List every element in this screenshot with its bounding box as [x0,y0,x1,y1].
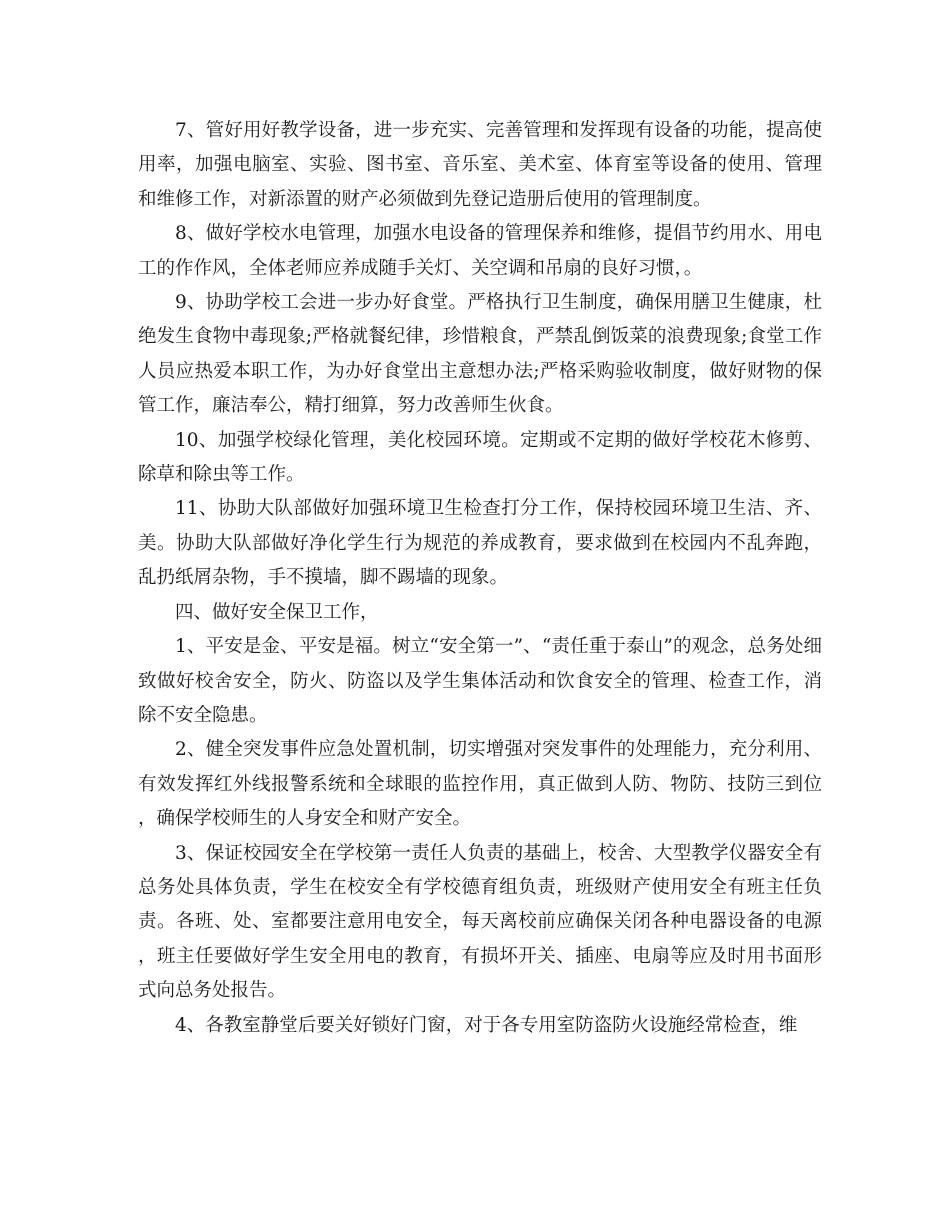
paragraph-10-greening: 10、加强学校绿化管理，美化校园环境。定期或不定期的做好学校花木修剪、除草和除虫等工作。 [138,429,822,486]
paragraph-11-hygiene: 11、协助大队部做好加强环境卫生检查打分工作，保持校园环境卫生洁、齐、美。协助大队部做好净化学生行为规范的养成教育，要求做到在校园内不乱奔跑，乱扔纸屑杂物，手不摸墙，脚不踢墙的现象。 [138,498,822,589]
paragraph-8-water-electricity: 8、做好学校水电管理，加强水电设备的管理保养和维修，提倡节约用水、用电工的作作风，全体老师应养成随手关灯、关空调和吊扇的良好习惯，。 [138,223,822,279]
paragraph-1-safety-first: 1、平安是金、平安是福。树立“安全第一”、“责任重于泰山”的观念，总务处细致做好校舍安全，防火、防盗以及学生集体活动和饮食安全的管理、检查工作，消除不安全隐患。 [138,636,822,726]
paragraph-4-classroom-locks: 4、各教室静堂后要关好锁好门窗，对于各专用室防盗防火设施经常检查，维 [175,1014,798,1036]
paragraph-7-teaching-equipment: 7、管好用好教学设备，进一步充实、完善管理和发挥现有设备的功能，提高使用率，加强电脑室、实验、图书室、音乐室、美术室、体育室等设备的使用、管理和维修工作，对新添置的财产必须做到先登记造册后使用的管理制度。 [138,120,822,210]
paragraph-2-emergency: 2、健全突发事件应急处置机制，切实增强对突发事件的处理能力，充分利用、有效发挥红外线报警系统和全球眼的监控作用，真正做到人防、物防、技防三到位，确保学校师生的人身安全和财产安全。 [138,739,822,830]
section-heading-safety: 四、做好安全保卫工作， [175,601,379,623]
paragraph-3-campus-safety: 3、保证校园安全在学校第一责任人负责的基础上，校舍、大型教学仪器安全有总务处具体负责，学生在校安全有学校德育组负责，班级财产使用安全有班主任负责。各班、处、室都要注意用电安全，每天离校前应确保关闭各种电器设备的电源，班主任要做好学生安全用电的教育，有损坏开关、插座、电扇等应及时用书面形式向总务处报告。 [138,842,822,1002]
document-body [138,114,822,1043]
paragraph-9-canteen: 9、协助学校工会进一步办好食堂。严格执行卫生制度，确保用膳卫生健康，杜绝发生食物中毒现象;严格就餐纪律，珍惜粮食，严禁乱倒饭菜的浪费现象;食堂工作人员应热爱本职工作，为办好食堂出主意想办法;严格采购验收制度，做好财物的保管工作，廉洁奉公，精打细算，努力改善师生伙食。 [138,292,822,417]
